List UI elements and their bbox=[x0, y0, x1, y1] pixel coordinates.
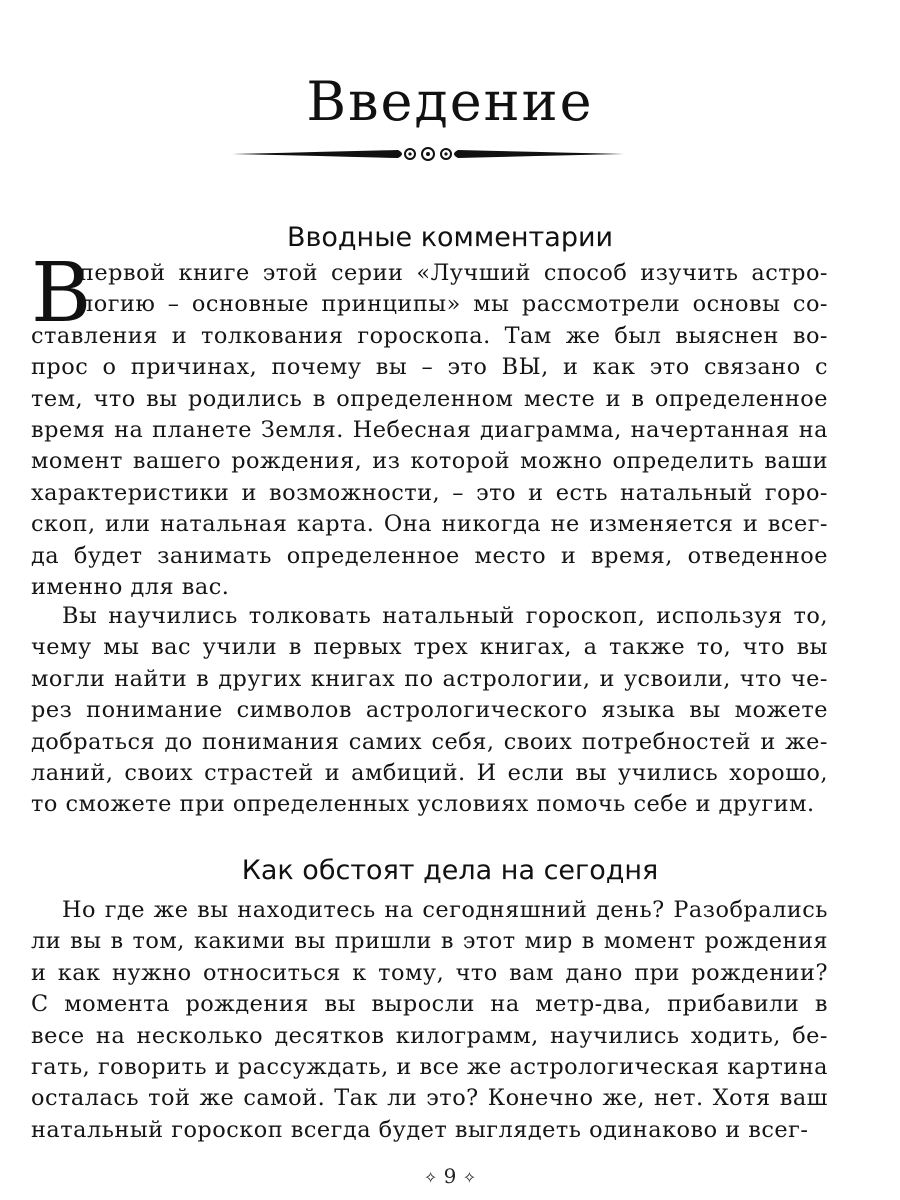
title-ornament-divider bbox=[230, 142, 626, 166]
text-line: тем, что вы родились в определенном месте и в определенное bbox=[31, 385, 828, 412]
text-line: могли найти в других книгах по астрологии, и усвоили, что че- bbox=[31, 665, 828, 692]
drop-cap-letter: В bbox=[31, 246, 92, 341]
footer-star-icon: ✧ bbox=[462, 1168, 477, 1187]
text-line: первой книге этой серии «Лучший способ изучить астро- bbox=[79, 260, 828, 286]
text-line: Но где же вы находитесь на сегодняшний день? Разобрались bbox=[62, 897, 828, 923]
text-line: добраться до понимания самих себя, своих потребностей и же- bbox=[31, 728, 828, 755]
text-line: скоп, или натальная карта. Она никогда не изменяется и всег- bbox=[31, 511, 828, 538]
text-line: логию – основные принципы» мы рассмотрели основы со- bbox=[79, 291, 828, 318]
text-line: чему мы вас учили в первых трех книгах, а также то, что вы bbox=[31, 634, 828, 661]
section-heading-intro: Вводные комментарии bbox=[286, 222, 614, 253]
text-line: рез понимание символов астрологического языка вы можете bbox=[31, 697, 828, 724]
text-line: Вы научились толковать натальный гороскоп, используя то, bbox=[62, 603, 828, 629]
text-line: весе на несколько десятков килограмм, научились ходить, бе- bbox=[31, 1022, 828, 1049]
text-line: момент вашего рождения, из которой можно определить ваши bbox=[31, 448, 828, 475]
text-line: прос о причинах, почему вы – это ВЫ, и как это связано с bbox=[31, 354, 828, 381]
text-line: ланий, своих страстей и амбиций. И если вы учились хорошо, bbox=[31, 760, 828, 787]
page-footer bbox=[0, 1164, 900, 1188]
text-line: характеристики и возможности, – это и есть натальный горо- bbox=[31, 479, 828, 506]
page-number: 9 bbox=[443, 1164, 457, 1188]
chapter-title: Введение bbox=[306, 70, 594, 133]
paragraph-today bbox=[31, 895, 828, 1146]
text-line: С момента рождения вы выросли на метр-два, прибавили в bbox=[31, 991, 828, 1018]
text-line: то сможете при определенных условиях помочь себе и другим. bbox=[31, 791, 815, 818]
text-line: ли вы в том, какими вы пришли в этот мир в момент рождения bbox=[31, 928, 828, 955]
text-line: время на планете Земля. Небесная диаграмма, начертанная на bbox=[31, 417, 828, 444]
text-line: осталась той же самой. Так ли это? Конечно же, нет. Хотя ваш bbox=[31, 1085, 828, 1112]
text-line: ставления и толкования гороскопа. Там же был выяснен во- bbox=[31, 322, 828, 349]
text-line: гать, говорить и рассуждать, и все же астрологическая картина bbox=[31, 1054, 828, 1081]
paragraph-intro-1 bbox=[31, 258, 828, 603]
paragraph-intro-2 bbox=[31, 601, 828, 821]
text-line: и как нужно относиться к тому, что вам дано при рождении? bbox=[31, 959, 828, 986]
footer-star-icon: ✧ bbox=[423, 1168, 438, 1187]
text-line: да будет занимать определенное место и время, отведенное bbox=[31, 542, 828, 569]
section-heading-today: Как обстоят дела на сегодня bbox=[241, 855, 659, 886]
text-line: именно для вас. bbox=[31, 574, 230, 601]
text-line: натальный гороскоп всегда будет выглядеть одинаково и всег- bbox=[31, 1116, 809, 1143]
